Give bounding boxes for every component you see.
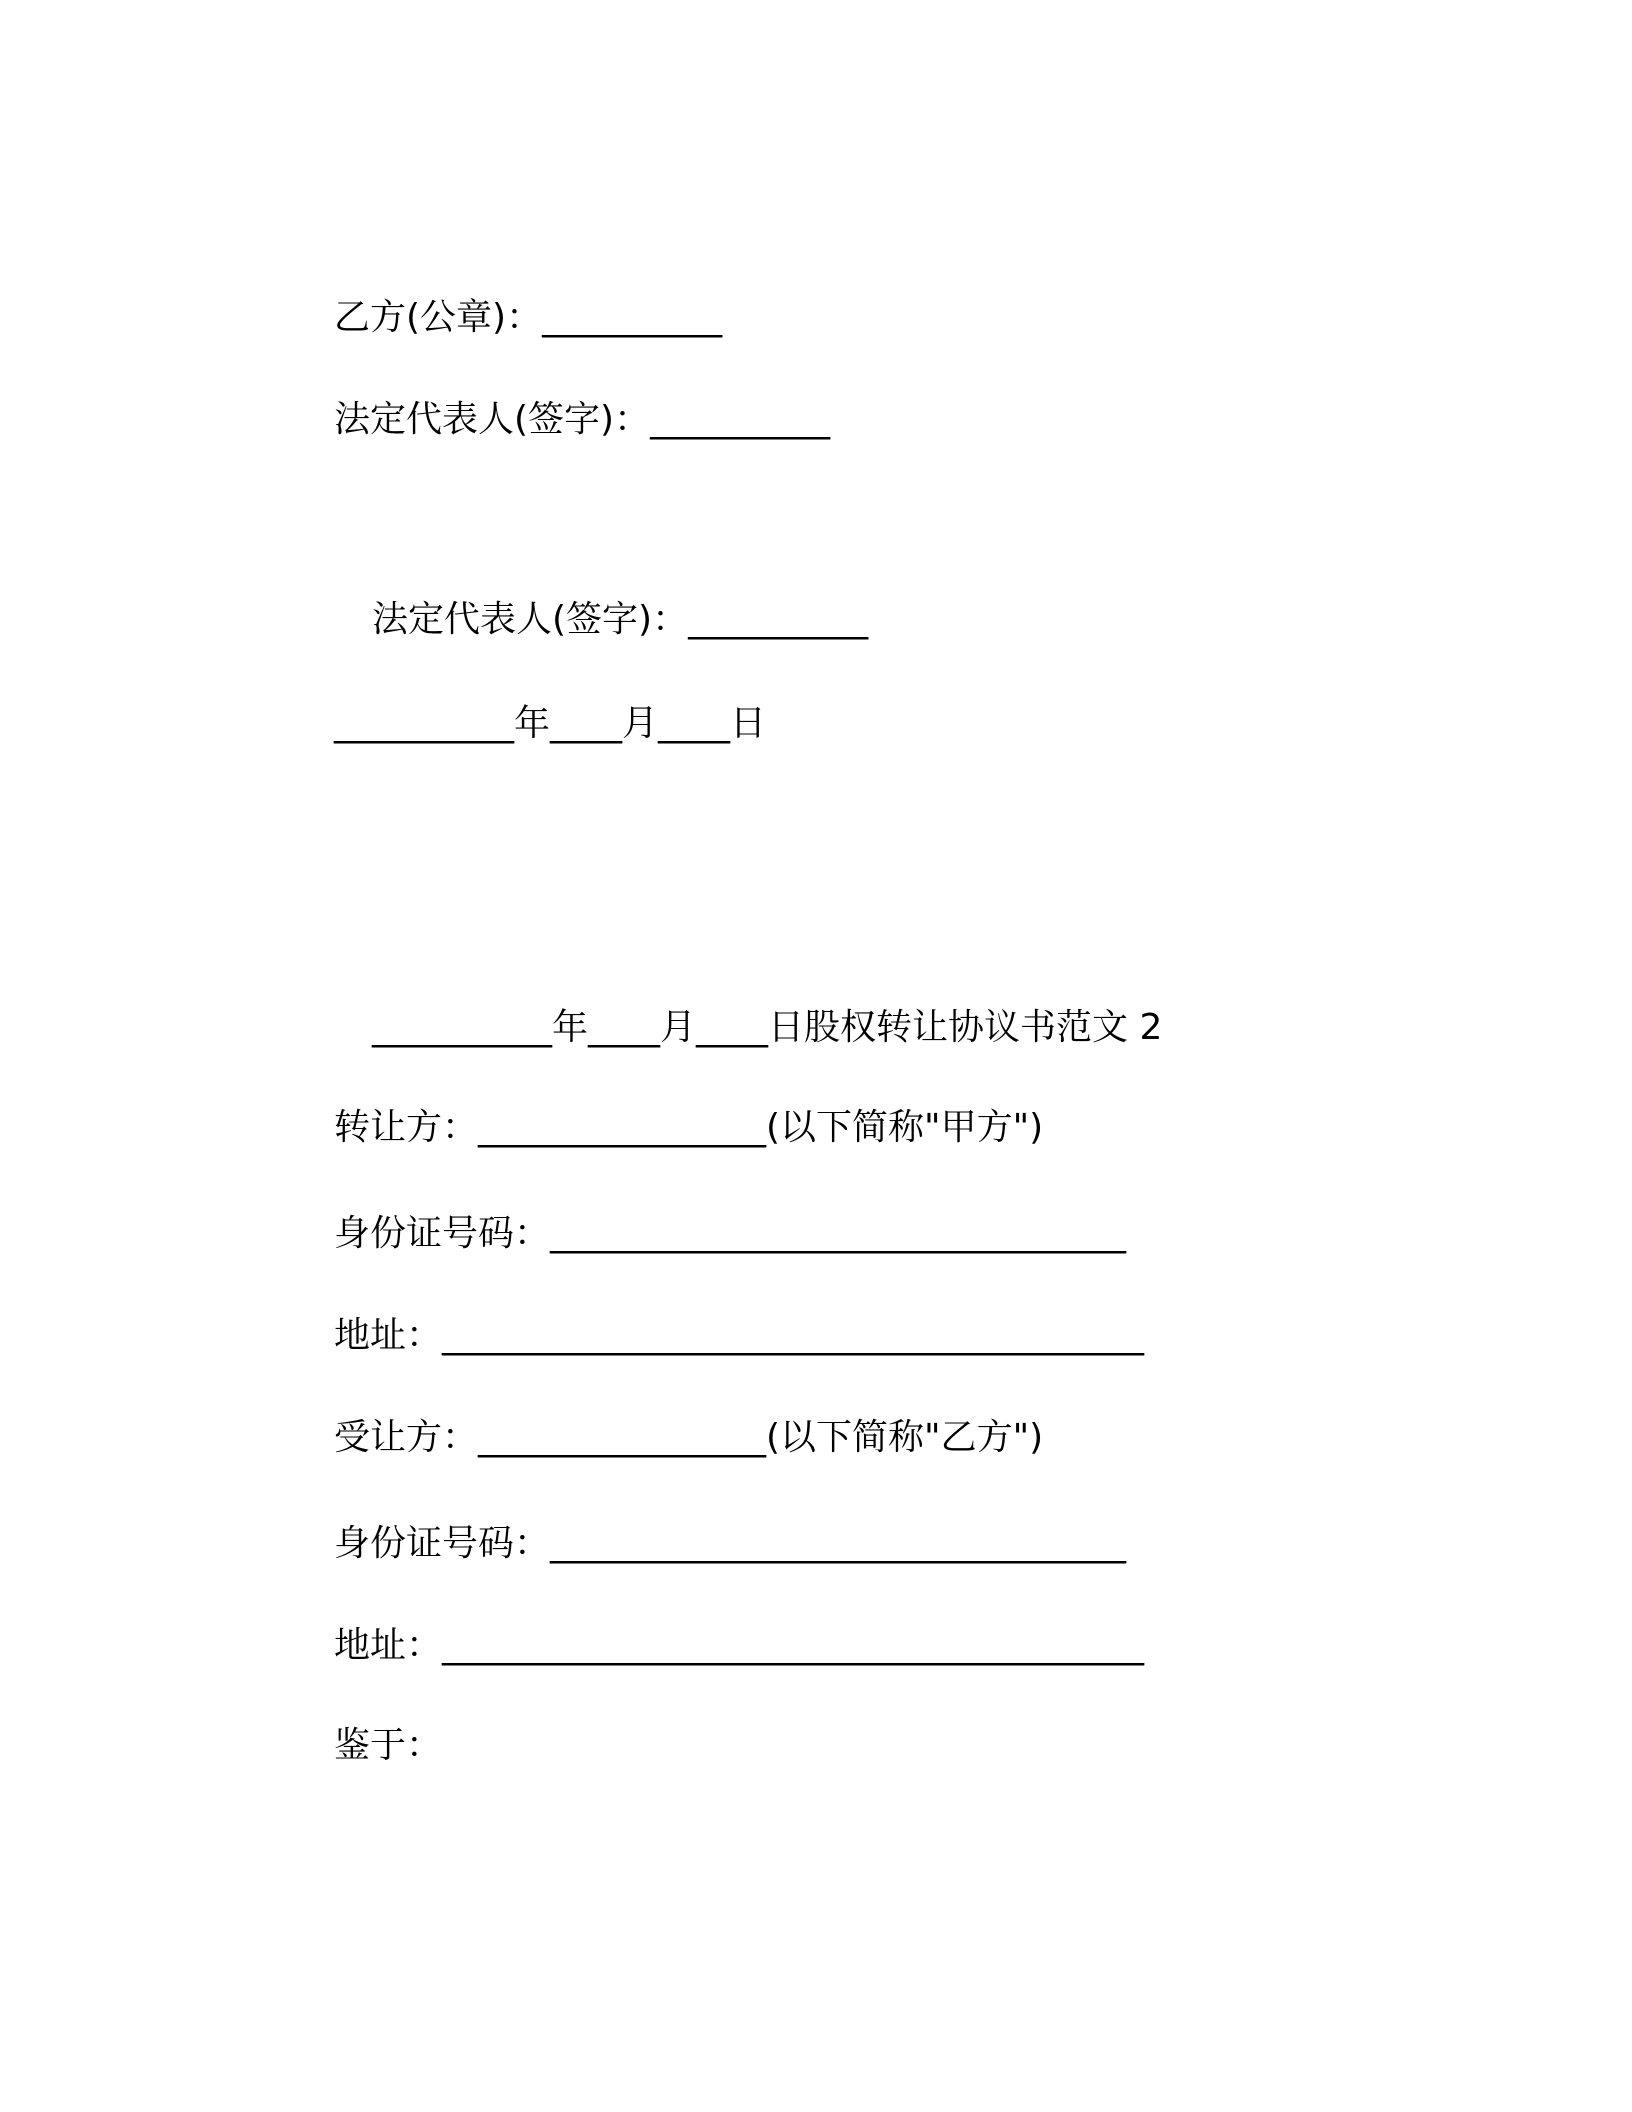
date-line: __________年____月____日 — [334, 703, 766, 744]
legal-rep-signature-line: 法定代表人(签字)：__________ — [334, 399, 831, 440]
transferee-address-line: 地址：_______________________________________ — [334, 1625, 1145, 1666]
transferor-line: 转让方：________________(以下简称"甲方") — [334, 1107, 1044, 1148]
transferor-address-line: 地址：_______________________________________ — [334, 1315, 1145, 1356]
legal-rep-signature-line-indented: 法定代表人(签字)：__________ — [372, 599, 869, 640]
date-title-line: __________年____月____日股权转让协议书范文 2 — [372, 1007, 1163, 1048]
transferee-id-line: 身份证号码：________________________________ — [334, 1523, 1127, 1564]
whereas-line: 鉴于： — [334, 1725, 443, 1766]
transferor-id-line: 身份证号码：________________________________ — [334, 1213, 1127, 1254]
transferee-line: 受让方：________________(以下简称"乙方") — [334, 1417, 1044, 1458]
party-b-seal-line: 乙方(公章)：__________ — [334, 297, 723, 338]
